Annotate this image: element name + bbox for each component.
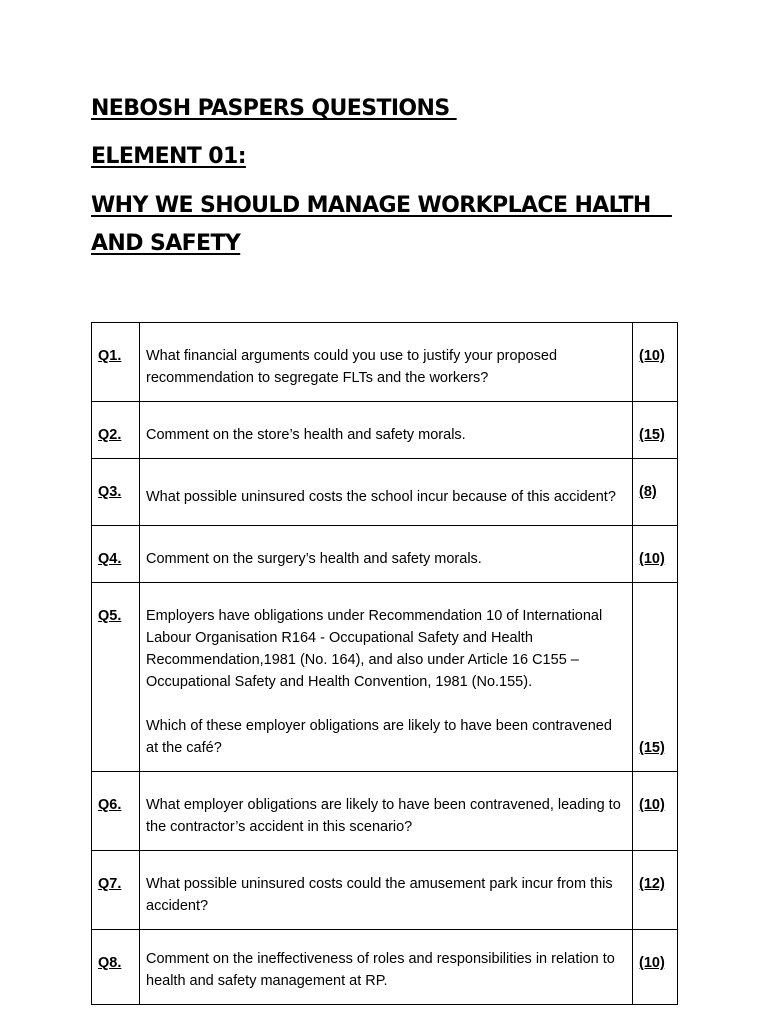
element-subtitle-line-1: WHY WE SHOULD MANAGE WORKPLACE HALTH xyxy=(91,193,672,218)
question-text: Comment on the surgery’s health and safety morals. xyxy=(140,526,633,583)
question-row-8 xyxy=(92,930,678,1005)
question-text: What possible uninsured costs the school incur because of this accident? xyxy=(140,459,633,526)
question-marks: (10) xyxy=(633,323,678,402)
question-context: Employers have obligations under Recommendation 10 of International Labour Organisation R164 - Occupational Safety and Health Recommendation,1981 (No. 164), and also under Article 16 C155 – Occupational Safety and Health Convention, 1981 (No.155). xyxy=(146,608,603,690)
question-marks: (10) xyxy=(633,930,678,1005)
question-row-3 xyxy=(92,459,678,526)
question-number: Q1. xyxy=(92,323,140,402)
question-marks: (8) xyxy=(633,459,678,526)
question-number: Q3. xyxy=(92,459,140,526)
question-marks: (10) xyxy=(633,526,678,583)
question-marks: (15) xyxy=(633,583,678,772)
question-row-5 xyxy=(92,583,678,772)
questions-table xyxy=(91,322,678,1005)
question-number: Q5. xyxy=(92,583,140,772)
question-number: Q8. xyxy=(92,930,140,1005)
question-row-7 xyxy=(92,851,678,930)
question-marks: (15) xyxy=(633,402,678,459)
question-text: What employer obligations are likely to have been contravened, leading to the contractor’s accident in this scenario? xyxy=(140,772,633,851)
question-row-4 xyxy=(92,526,678,583)
question-row-1 xyxy=(92,323,678,402)
question-text: What financial arguments could you use to justify your proposed recommendation to segregate FLTs and the workers? xyxy=(140,323,633,402)
element-subtitle-line-2: AND SAFETY xyxy=(91,231,241,256)
question-text: Comment on the store’s health and safety morals. xyxy=(140,402,633,459)
question-text: Comment on the ineffectiveness of roles and responsibilities in relation to health and safety management at RP. xyxy=(140,930,633,1005)
question-number: Q4. xyxy=(92,526,140,583)
question-text-cell xyxy=(140,583,633,772)
question-number: Q6. xyxy=(92,772,140,851)
question-marks: (12) xyxy=(633,851,678,930)
question-text: Which of these employer obligations are likely to have been contravened at the café? xyxy=(146,718,612,756)
question-number: Q7. xyxy=(92,851,140,930)
question-marks: (10) xyxy=(633,772,678,851)
question-number: Q2. xyxy=(92,402,140,459)
document-title: NEBOSH PASPERS QUESTIONS xyxy=(91,96,457,121)
element-heading: ELEMENT 01: xyxy=(91,144,246,169)
question-text: What possible uninsured costs could the amusement park incur from this accident? xyxy=(140,851,633,930)
question-row-6 xyxy=(92,772,678,851)
question-row-2 xyxy=(92,402,678,459)
